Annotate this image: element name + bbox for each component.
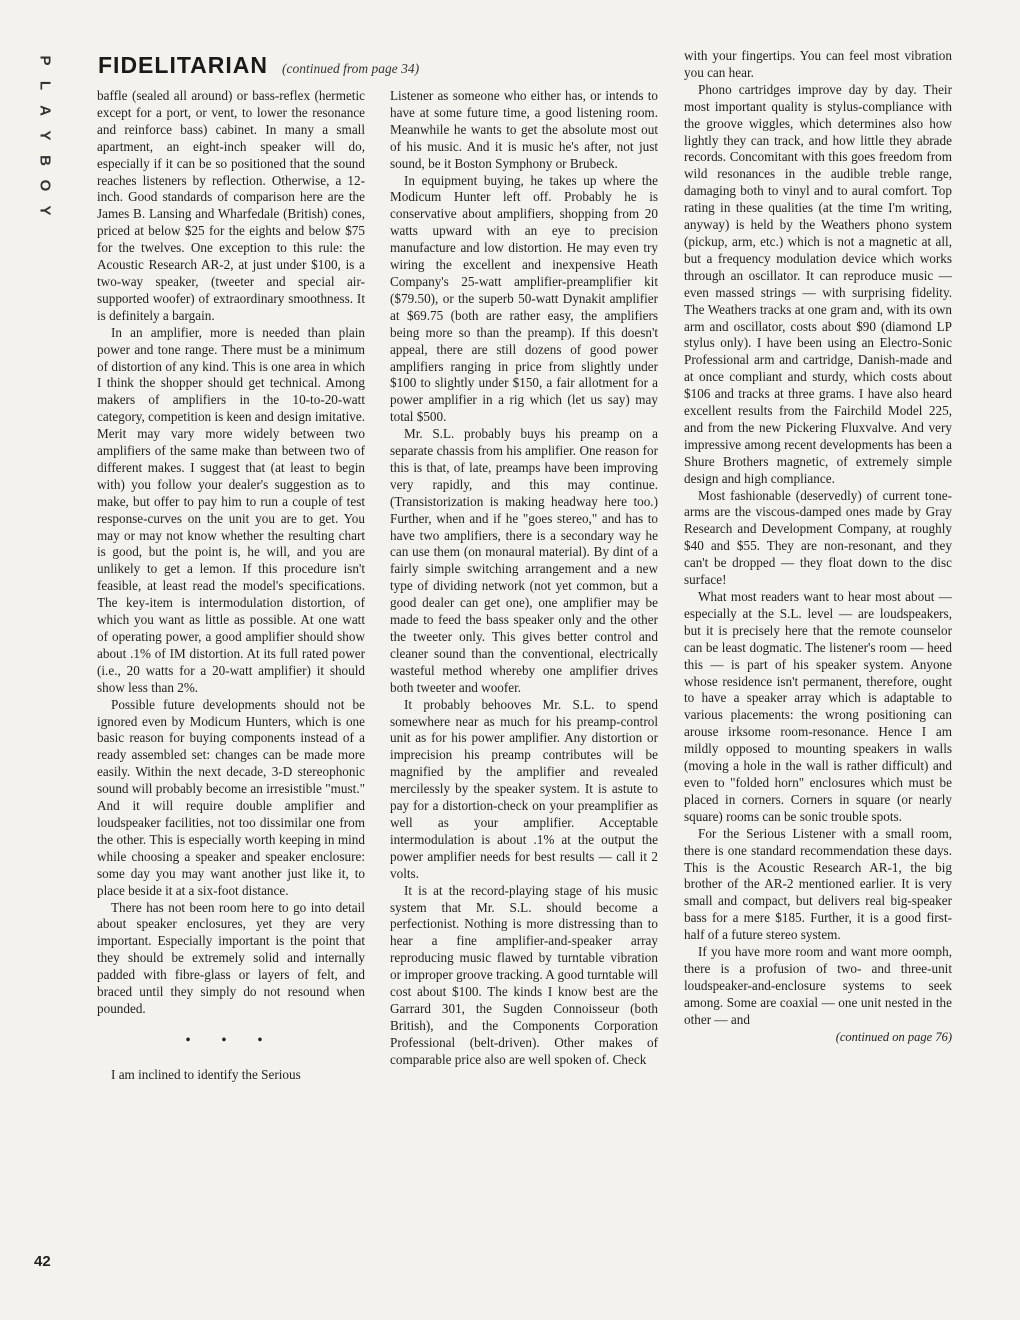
paragraph: Most fashionable (deservedly) of current tone-arms are the viscous-damped ones made by Gray Research and Development Company, at roughly $40 and $55. They are non-resonant, and they can't be dropped — they float down to the disc surface! xyxy=(684,487,952,588)
paragraph: Possible future developments should not be ignored even by Modicum Hunters, which is one basic reason for buying components instead of a ready assembled set: changes can be made more easily. Within the next decade, 3-D stereophonic sound will probably become an irresistible "must." And it will require double amplifier and loudspeaker facilities, not too dissimilar one from the other. This is especially worth keeping in mind while choosing a speaker and speaker enclosure: some day you may want another just like it, to place beside it at a six-foot distance. xyxy=(97,696,365,898)
magazine-letter: B xyxy=(36,155,54,166)
paragraph: What most readers want to hear most about — especially at the S.L. level — are loudspeakers, but it is precisely here that the remote counselor can be least dogmatic. The listener's room — heed this — is part of his speaker system. Anyone whose residence isn't permanent, therefore, ought to have a speaker array which is adaptable to various placements: the wrong positioning can arouse irksome room-resonance. Hence I am mildly opposed to mounting speakers in walls (moving a hole in the wall is rather difficult) and even to "folded horn" enclosures which must be placed in corners. Corners in square (or nearly square) rooms can be sonic trouble spots. xyxy=(684,589,952,824)
paragraph: In an amplifier, more is needed than plain power and tone range. There must be a minimum of distortion of any kind. This is one area in which I think the shopper should get technical. Among makers of amplifiers in the 10-to-20-watt category, competition is keen and design imitative. Merit may vary more widely between two amplifiers of the same make than between two of different makes. I suggest that (at least to begin with) you follow your dealer's suggestion as to make, but offer to pay him to run a couple of test response-curves on the unit you are to get. You may or may not know whether the resulting chart is good, but the point is, he will, and you are unlikely to get a lemon. If this procedure isn't feasible, at least read the model's specifications. The key-item is intermodulation distortion, of which you want as little as possible. At one watt of operating power, a good amplifier should show about .1% of IM distortion. At its full rated power (i.e., 20 watts for a 20-watt amplifier) it should show less than 2%. xyxy=(97,324,365,695)
article-title: FIDELITARIAN xyxy=(98,52,269,78)
paragraph: For the Serious Listener with a small room, there is one standard recommendation these days. This is the Acoustic Research AR-1, the big brother of the AR-2 mentioned earlier. It is very small and compact, but delivers real big-speaker bass for a mere $185. Further, it is a good first-half of a future stereo system. xyxy=(684,825,952,943)
magazine-letter: P xyxy=(36,55,54,66)
text-column-3 xyxy=(684,48,952,1045)
magazine-letter: Y xyxy=(36,205,54,216)
paragraph: It probably behooves Mr. S.L. to spend somewhere near as much for his preamp-control unit as for his power amplifier. Any distortion or imprecision his preamp contributes will be magnified by the amplifier and revealed mercilessly by the speaker system. It is astute to pay for a distortion-check on your preamplifier as well as your amplifier. Acceptable intermodulation is about .1% at the output the power amplifier needs for best results — call it 2 volts. xyxy=(390,696,658,881)
paragraph: Listener as someone who either has, or intends to have at some future time, a good listening room. Meanwhile he wants to get the absolute most out of his music. And it is music he's after, not just sound, be it Boston Symphony or Brubeck. xyxy=(390,88,658,171)
paragraph: In equipment buying, he takes up where the Modicum Hunter left off. Probably he is conservative about amplifiers, shopping from 20 watts upward with an eye to precision manufacture and low distortion. He may even try wiring the excellent and inexpensive Heath Company's 25-watt amplifier-preamplifier kit ($79.50), or the superb 50-watt Dynakit amplifier at $69.75 (both are rather easy, the amplifiers being more so than the preamp). If this doesn't appeal, there are still dozens of good power amplifiers ranging in price from slightly under $100 to slightly under $150, a fair allotment for a power amplifier in a rig which (let us say) may total $500. xyxy=(390,172,658,425)
paragraph: Phono cartridges improve day by day. Their most important quality is stylus-compliance with the groove wiggles, which determines also how lightly they can track, and how little they abrade records. Concomitant with this goes freedom from wild resonances in the audible treble range, damaging both to vinyl and to aural comfort. Top rating in these qualities (at the time I'm writing, anyway) is held by the Weathers phono system (pickup, arm, etc.) which is not a magnetic at all, but a frequency modulation device which works through an oscillator. It can reproduce music — even massed strings — with surprising fidelity. The Weathers tracks at one gram and, with its own arm and oscillator, costs about $90 (diamond LP stylus only). I have been using an Electro-Sonic Professional arm and cartridge, Danish-made and at once compliant and sturdy, which costs about $106 and tracks at three grams. I have also heard excellent results from the Fairchild Model 225, and from the new Pickering Fluxvalve. And very impressive among recent developments has been a Shure Brothers magnetic, of extremely simple design and high compliance. xyxy=(684,81,952,486)
paragraph: There has not been room here to go into detail about speaker enclosures, yet they are very important. Especially important is the point that they should be extremely solid and internally padded with fibre-glass or layers of felt, and braced until they simply do not resound when pounded. xyxy=(97,899,365,1016)
paragraph: Mr. S.L. probably buys his preamp on a separate chassis from his amplifier. One reason for this is that, of late, preamps have been improving very rapidly, and this may continue. (Transistorization is making headway here too.) Further, when and if he "goes stereo," and has to have two amplifiers, there is a secondary way he can use them (on monaural material). By dint of a fairly simple switching arrangement and a new type of dividing network (not yet common, but a good dealer can get one), one amplifier may be made to feed the bass speaker only and the other the tweeter only. This gives better control and cleaner sound than the conventional, electrically wasteful method whereby one amplifier drives both tweeter and woofer. xyxy=(390,426,658,695)
paragraph: with your fingertips. You can feel most vibration you can hear. xyxy=(684,48,952,80)
magazine-letter: Y xyxy=(36,130,54,141)
continued-from-note: (continued from page 34) xyxy=(282,61,420,76)
text-column-1 xyxy=(97,88,365,1084)
magazine-letter: L xyxy=(36,80,54,91)
paragraph: baffle (sealed all around) or bass-reflex (hermetic except for a port, or vent, to lower the resonance and reinforce bass) cabinet. In many a small apartment, an eight-inch speaker will do, especially if it can be so positioned that the sound reaches listeners by reflection. Otherwise, a 12-inch. Good standards of comparison here are the James B. Lansing and Wharfedale (British) cones, priced at below $25 for the eights and below $75 for the twelves. One exception to this rule: the Acoustic Research AR-2, at just under $100, is a two-way speaker, (tweeter and special air-supported woofer) of extraordinary smoothness. It is definitely a bargain. xyxy=(97,88,365,323)
paragraph: I am inclined to identify the Serious xyxy=(111,1066,301,1082)
paragraph: It is at the record-playing stage of his music system that Mr. S.L. should become a perfectionist. Nothing is more distressing than to hear a fine amplifier-and-speaker array reproducing music flawed by turntable vibration or improper groove tracking. A good turntable will cost about $100. The kinds I know best are the Garrard 301, the Sugden Connoisseur (both British), and the Components Corporation Professional (belt-driven). Other makes of comparable price also are well spoken of. Check xyxy=(390,882,658,1067)
section-break: • • • xyxy=(185,1031,277,1047)
magazine-letter: A xyxy=(36,105,54,116)
page-number: 42 xyxy=(34,1253,51,1270)
continued-on-note: (continued on page 76) xyxy=(835,1029,952,1044)
magazine-name-vertical xyxy=(34,48,56,223)
article-header xyxy=(98,52,419,84)
paragraph: If you have more room and want more oomph, there is a profusion of two- and three-unit loudspeaker-and-enclosure systems to seek among. Some are coaxial — one unit nested in the other — and xyxy=(684,944,952,1027)
text-column-2 xyxy=(390,88,658,1069)
magazine-letter: O xyxy=(36,179,54,192)
